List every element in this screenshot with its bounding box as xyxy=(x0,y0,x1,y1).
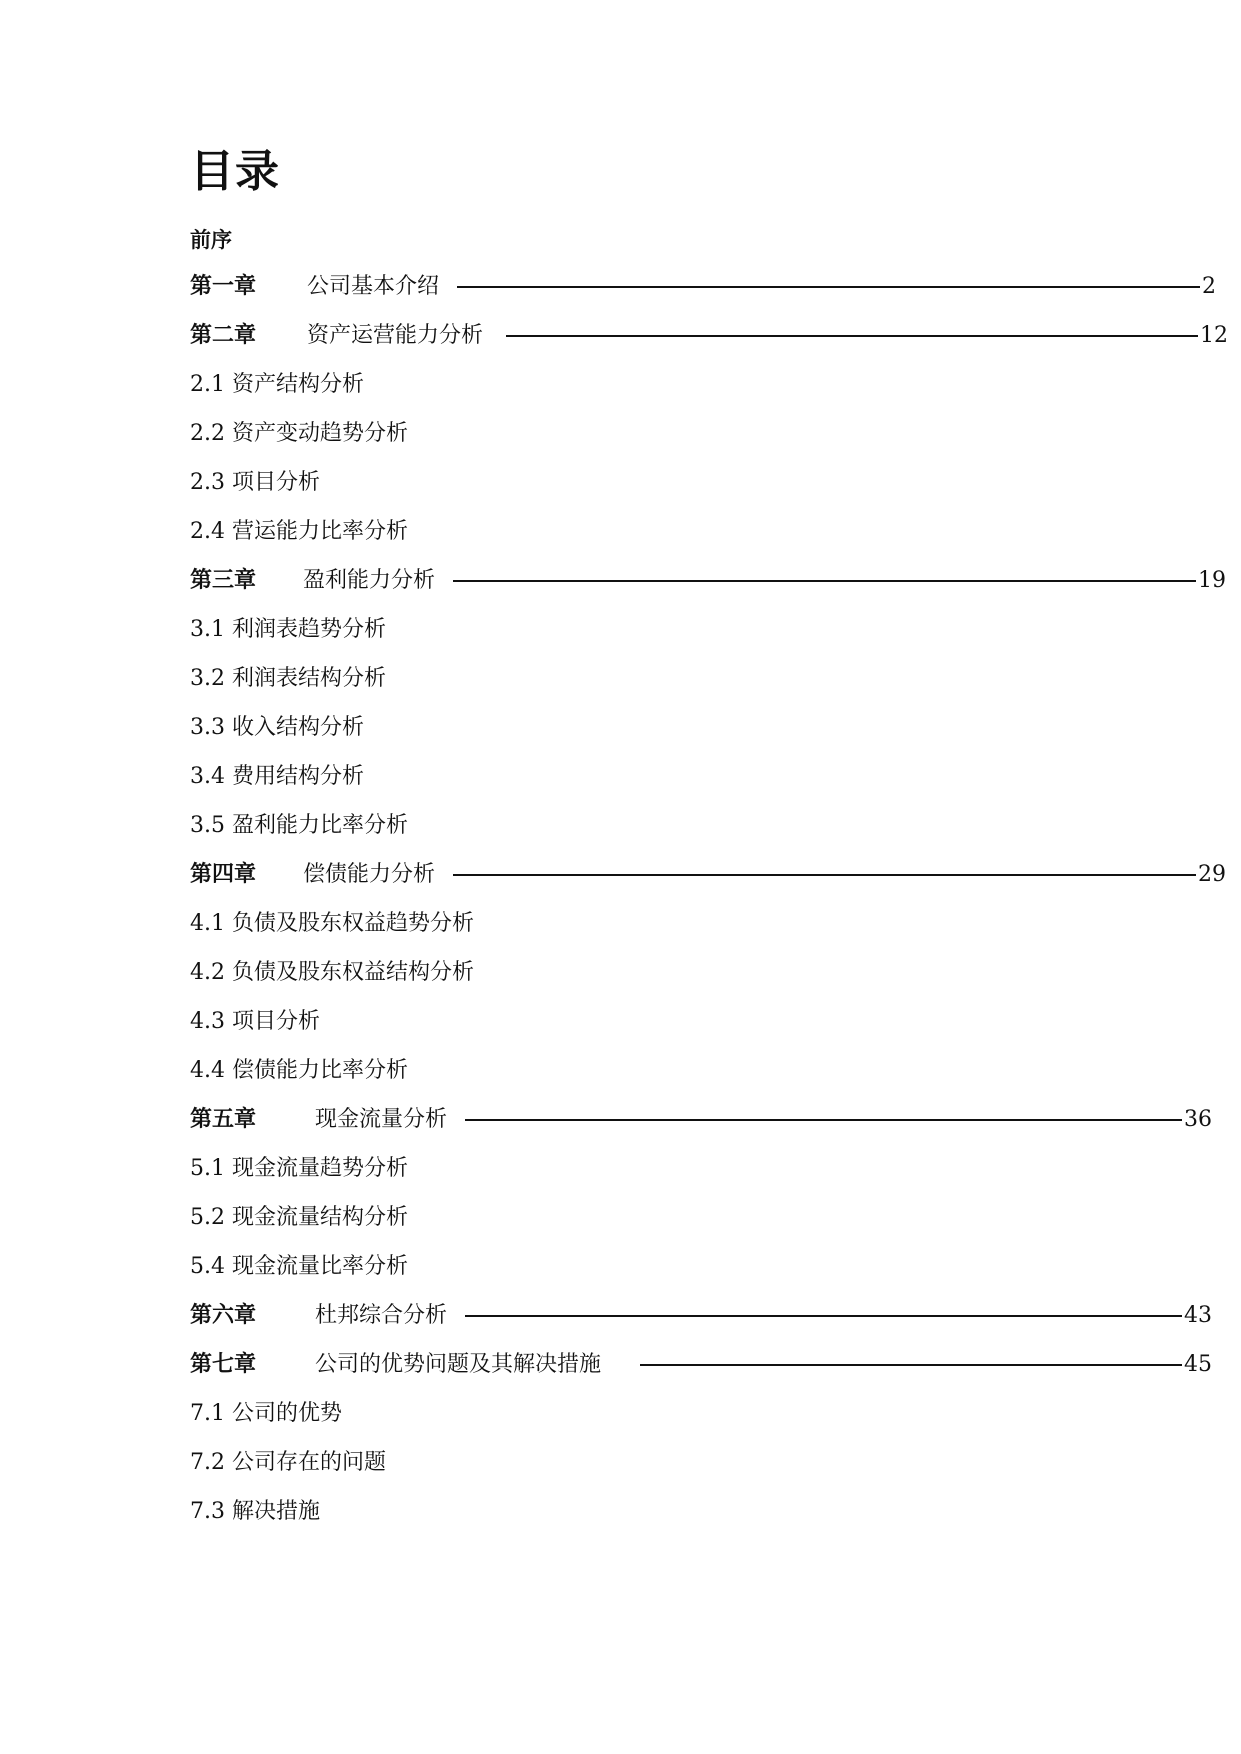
toc-chapter-2[interactable] xyxy=(190,321,1228,351)
chapter-label: 第二章 xyxy=(190,323,257,348)
chapter-title: 资产运营能力分析 xyxy=(307,323,484,348)
chapter-title: 公司基本介绍 xyxy=(307,274,440,299)
chapter-page-number: 29 xyxy=(1198,862,1226,887)
leader-dashes xyxy=(465,1315,1182,1317)
chapter-label: 第三章 xyxy=(190,568,257,593)
toc-section-2-3[interactable]: 2.3 项目分析 xyxy=(190,470,320,495)
chapter-page-number: 43 xyxy=(1184,1303,1212,1328)
toc-preface[interactable]: 前序 xyxy=(190,228,232,252)
chapter-title: 盈利能力分析 xyxy=(303,568,436,593)
toc-section-3-5[interactable]: 3.5 盈利能力比率分析 xyxy=(190,813,408,838)
toc-section-5-2[interactable]: 5.2 现金流量结构分析 xyxy=(190,1205,408,1230)
chapter-title: 偿债能力分析 xyxy=(303,862,436,887)
toc-chapter-6[interactable] xyxy=(190,1301,1212,1331)
toc-section-4-4[interactable]: 4.4 偿债能力比率分析 xyxy=(190,1058,408,1083)
toc-chapter-4[interactable] xyxy=(190,860,1226,890)
chapter-label: 第六章 xyxy=(190,1303,257,1328)
toc-section-5-4[interactable]: 5.4 现金流量比率分析 xyxy=(190,1254,408,1279)
toc-section-3-3[interactable]: 3.3 收入结构分析 xyxy=(190,715,364,740)
chapter-page-number: 19 xyxy=(1198,568,1226,593)
chapter-title: 杜邦综合分析 xyxy=(315,1303,448,1328)
chapter-page-number: 12 xyxy=(1200,323,1228,348)
toc-section-3-2[interactable]: 3.2 利润表结构分析 xyxy=(190,666,386,691)
page-title: 目录 xyxy=(190,146,280,197)
toc-section-2-4[interactable]: 2.4 营运能力比率分析 xyxy=(190,519,408,544)
toc-section-3-4[interactable]: 3.4 费用结构分析 xyxy=(190,764,364,789)
leader-dashes xyxy=(453,874,1196,876)
chapter-page-number: 45 xyxy=(1184,1352,1212,1377)
chapter-title: 公司的优势问题及其解决措施 xyxy=(315,1352,602,1377)
toc-section-5-1[interactable]: 5.1 现金流量趋势分析 xyxy=(190,1156,408,1181)
chapter-page-number: 36 xyxy=(1184,1107,1212,1132)
chapter-title: 现金流量分析 xyxy=(315,1107,448,1132)
toc-section-7-3[interactable]: 7.3 解决措施 xyxy=(190,1499,320,1524)
leader-dashes xyxy=(506,335,1198,337)
toc-section-7-1[interactable]: 7.1 公司的优势 xyxy=(190,1401,342,1426)
toc-section-4-1[interactable]: 4.1 负债及股东权益趋势分析 xyxy=(190,911,474,936)
toc-chapter-3[interactable] xyxy=(190,566,1226,596)
leader-dashes xyxy=(640,1364,1182,1366)
toc-chapter-5[interactable] xyxy=(190,1105,1212,1135)
toc-section-4-2[interactable]: 4.2 负债及股东权益结构分析 xyxy=(190,960,474,985)
toc-section-2-2[interactable]: 2.2 资产变动趋势分析 xyxy=(190,421,408,446)
leader-dashes xyxy=(453,580,1196,582)
chapter-label: 第五章 xyxy=(190,1107,257,1132)
toc-section-2-1[interactable]: 2.1 资产结构分析 xyxy=(190,372,364,397)
chapter-label: 第四章 xyxy=(190,862,257,887)
leader-dashes xyxy=(457,286,1200,288)
toc-chapter-7[interactable] xyxy=(190,1350,1212,1380)
toc-section-3-1[interactable]: 3.1 利润表趋势分析 xyxy=(190,617,386,642)
toc-chapter-1[interactable] xyxy=(190,272,1216,302)
toc-section-4-3[interactable]: 4.3 项目分析 xyxy=(190,1009,320,1034)
chapter-page-number: 2 xyxy=(1202,274,1216,299)
chapter-label: 第七章 xyxy=(190,1352,257,1377)
chapter-label: 第一章 xyxy=(190,274,257,299)
toc-section-7-2[interactable]: 7.2 公司存在的问题 xyxy=(190,1450,386,1475)
leader-dashes xyxy=(465,1119,1182,1121)
